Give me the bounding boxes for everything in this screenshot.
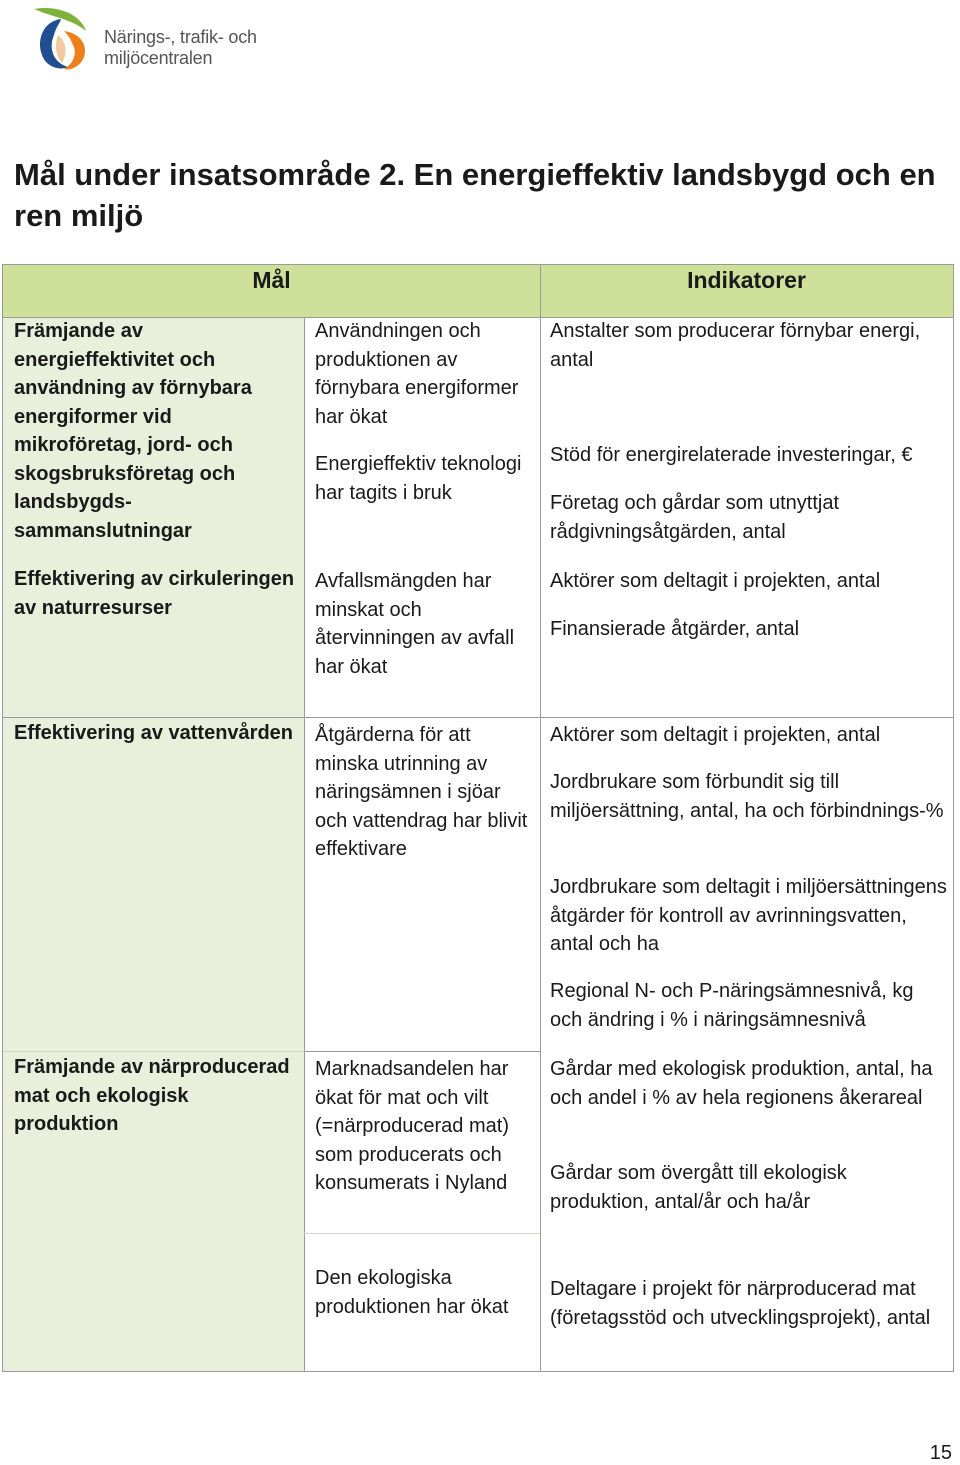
- indicator-4-1: Gårdar med ekologisk produktion, antal, ha och andel i % av hela regionens åkerareal: [550, 1058, 933, 1109]
- ntm-logo-icon: [28, 5, 98, 75]
- indicator-1-1: Anstalter som producerar förnybar energi, antal: [550, 320, 921, 371]
- header-indicators: Indikatorer: [687, 267, 806, 293]
- org-name: [104, 27, 257, 69]
- org-name-line1: Närings-, trafik- och: [104, 27, 257, 47]
- indicator-1-3: Företag och gårdar som utnyttjat rådgivningsåtgärden, antal: [550, 492, 840, 543]
- indicator-4-2: Gårdar som övergått till ekologisk produktion, antal/år och ha/år: [550, 1162, 847, 1213]
- indicator-2-2: Finansierade åtgärder, antal: [550, 618, 800, 640]
- subgoal-1-1: Användningen och produktionen av förnybara energiformer har ökat: [315, 320, 519, 428]
- indicator-2-1: Aktörer som deltagit i projekten, antal: [550, 570, 881, 592]
- header-goals: Mål: [252, 267, 291, 293]
- indicator-4-3: Deltagare i projekt för närproducerad mat (företagsstöd och utvecklingsprojekt), antal: [550, 1278, 931, 1329]
- org-name-line2: miljöcentralen: [104, 48, 213, 68]
- indicator-1-2: Stöd för energirelaterade investeringar, €: [550, 444, 913, 466]
- goal-2: Effektivering av cirkuleringen av naturresurser: [14, 568, 295, 619]
- subgoal-4-1: Marknadsandelen har ökat för mat och vilt (=närproducerad mat) som producerats och konsumerats i Nyland: [315, 1058, 509, 1194]
- indicator-3-2: Jordbrukare som förbundit sig till miljöersättning, antal, ha och förbindnings-%: [550, 771, 944, 822]
- page-number: 15: [929, 1442, 952, 1464]
- indicator-3-3: Jordbrukare som deltagit i miljöersättningens åtgärder för kontroll av avrinningsvatten, antal och ha: [550, 876, 947, 955]
- org-logo: [28, 5, 288, 75]
- indicator-3-4: Regional N- och P-näringsämnesnivå, kg och ändring i % i näringsämnesnivå: [550, 980, 914, 1031]
- page-heading: Mål under insatsområde 2. En energieffektiv landsbygd och en ren miljö: [14, 157, 936, 233]
- subgoal-2-1: Avfallsmängden har minskat och återvinningen av avfall har ökat: [315, 570, 515, 678]
- subgoal-3-1: Åtgärderna för att minska utrinning av näringsämnen i sjöar och vattendrag har blivit effektivare: [315, 724, 528, 860]
- subgoal-1-2: Energieffektiv teknologi har tagits i bruk: [315, 453, 522, 504]
- goal-3: Effektivering av vattenvården: [14, 722, 293, 744]
- goal-1: Främjande av energieffektivitet och användning av förnybara energiformer vid mikroföretag, jord- och skogsbruksföretag och landsbygds-sammanslutningar: [14, 320, 252, 542]
- goals-indicators-table: [2, 264, 954, 1372]
- indicator-3-1: Aktörer som deltagit i projekten, antal: [550, 724, 881, 746]
- subgoal-4-2: Den ekologiska produktionen har ökat: [315, 1267, 509, 1318]
- goal-4: Främjande av närproducerad mat och ekologisk produktion: [14, 1056, 290, 1135]
